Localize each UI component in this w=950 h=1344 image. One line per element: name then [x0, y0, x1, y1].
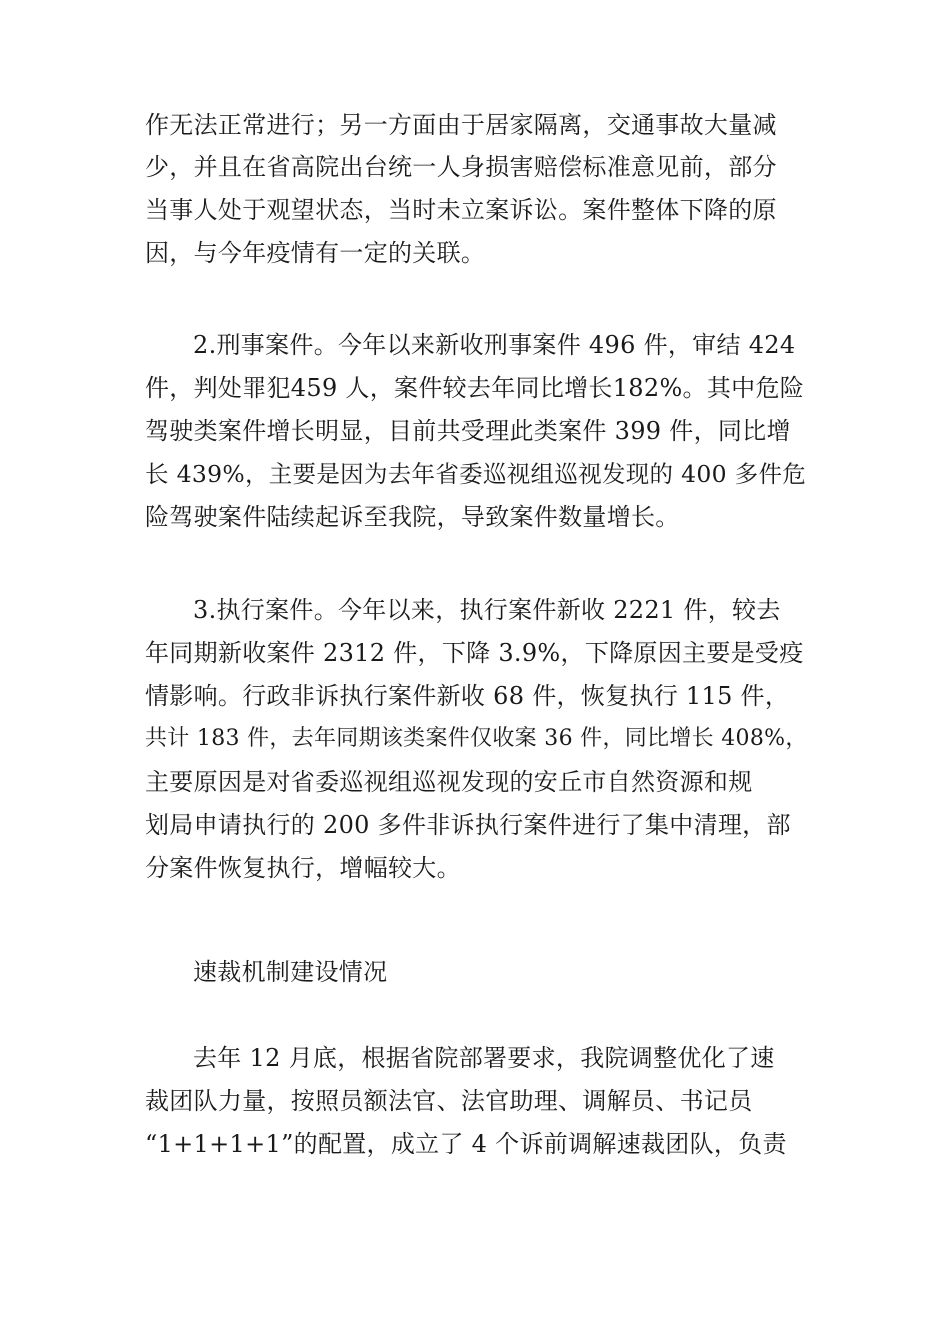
paragraph-2-line-4: 长 439%，主要是因为去年省委巡视组巡视发现的 400 多件危: [145, 460, 807, 488]
paragraph-3-line-3: 情影响。行政非诉执行案件新收 68 件，恢复执行 115 件，: [145, 682, 790, 710]
paragraph-1-line-4: 因，与今年疫情有一定的关联。: [145, 239, 486, 267]
paragraph-1-line-1: 作无法正常进行；另一方面由于居家隔离，交通事故大量减: [145, 111, 777, 139]
paragraph-2-line-2: 件，判处罪犯459 人，案件较去年同比增长182%。其中危险: [145, 374, 805, 402]
section-heading: 速裁机制建设情况: [193, 958, 388, 986]
paragraph-4-line-2: 裁团队力量，按照员额法官、法官助理、调解员、书记员: [145, 1087, 753, 1115]
paragraph-4-line-1: 去年 12 月底，根据省院部署要求，我院调整优化了速: [193, 1044, 775, 1072]
paragraph-3-line-7: 分案件恢复执行，增幅较大。: [145, 854, 461, 882]
paragraph-1-line-3: 当事人处于观望状态，当时未立案诉讼。案件整体下降的原: [145, 196, 777, 224]
paragraph-1-line-2: 少，并且在省高院出台统一人身损害赔偿标准意见前，部分: [145, 153, 777, 181]
paragraph-3-line-5: 主要原因是对省委巡视组巡视发现的安丘市自然资源和规: [145, 768, 753, 796]
paragraph-3-line-6: 划局申请执行的 200 多件非诉执行案件进行了集中清理，部: [145, 811, 791, 839]
paragraph-2-line-5: 险驾驶案件陆续起诉至我院，导致案件数量增长。: [145, 503, 680, 531]
paragraph-3-line-2: 年同期新收案件 2312 件，下降 3.9%，下降原因主要是受疫: [145, 639, 804, 667]
paragraph-4-line-3: “1+1+1+1”的配置，成立了 4 个诉前调解速裁团队，负责: [145, 1130, 787, 1158]
paragraph-3-line-4: 共计 183 件，去年同期该类案件仅收案 36 件，同比增长 408%，: [145, 726, 808, 751]
paragraph-2-line-3: 驾驶类案件增长明显，目前共受理此类案件 399 件，同比增: [145, 417, 791, 445]
paragraph-2-line-1: 2.刑事案件。今年以来新收刑事案件 496 件，审结 424: [193, 331, 796, 359]
paragraph-3-line-1: 3.执行案件。今年以来，执行案件新收 2221 件，较去: [193, 596, 781, 624]
